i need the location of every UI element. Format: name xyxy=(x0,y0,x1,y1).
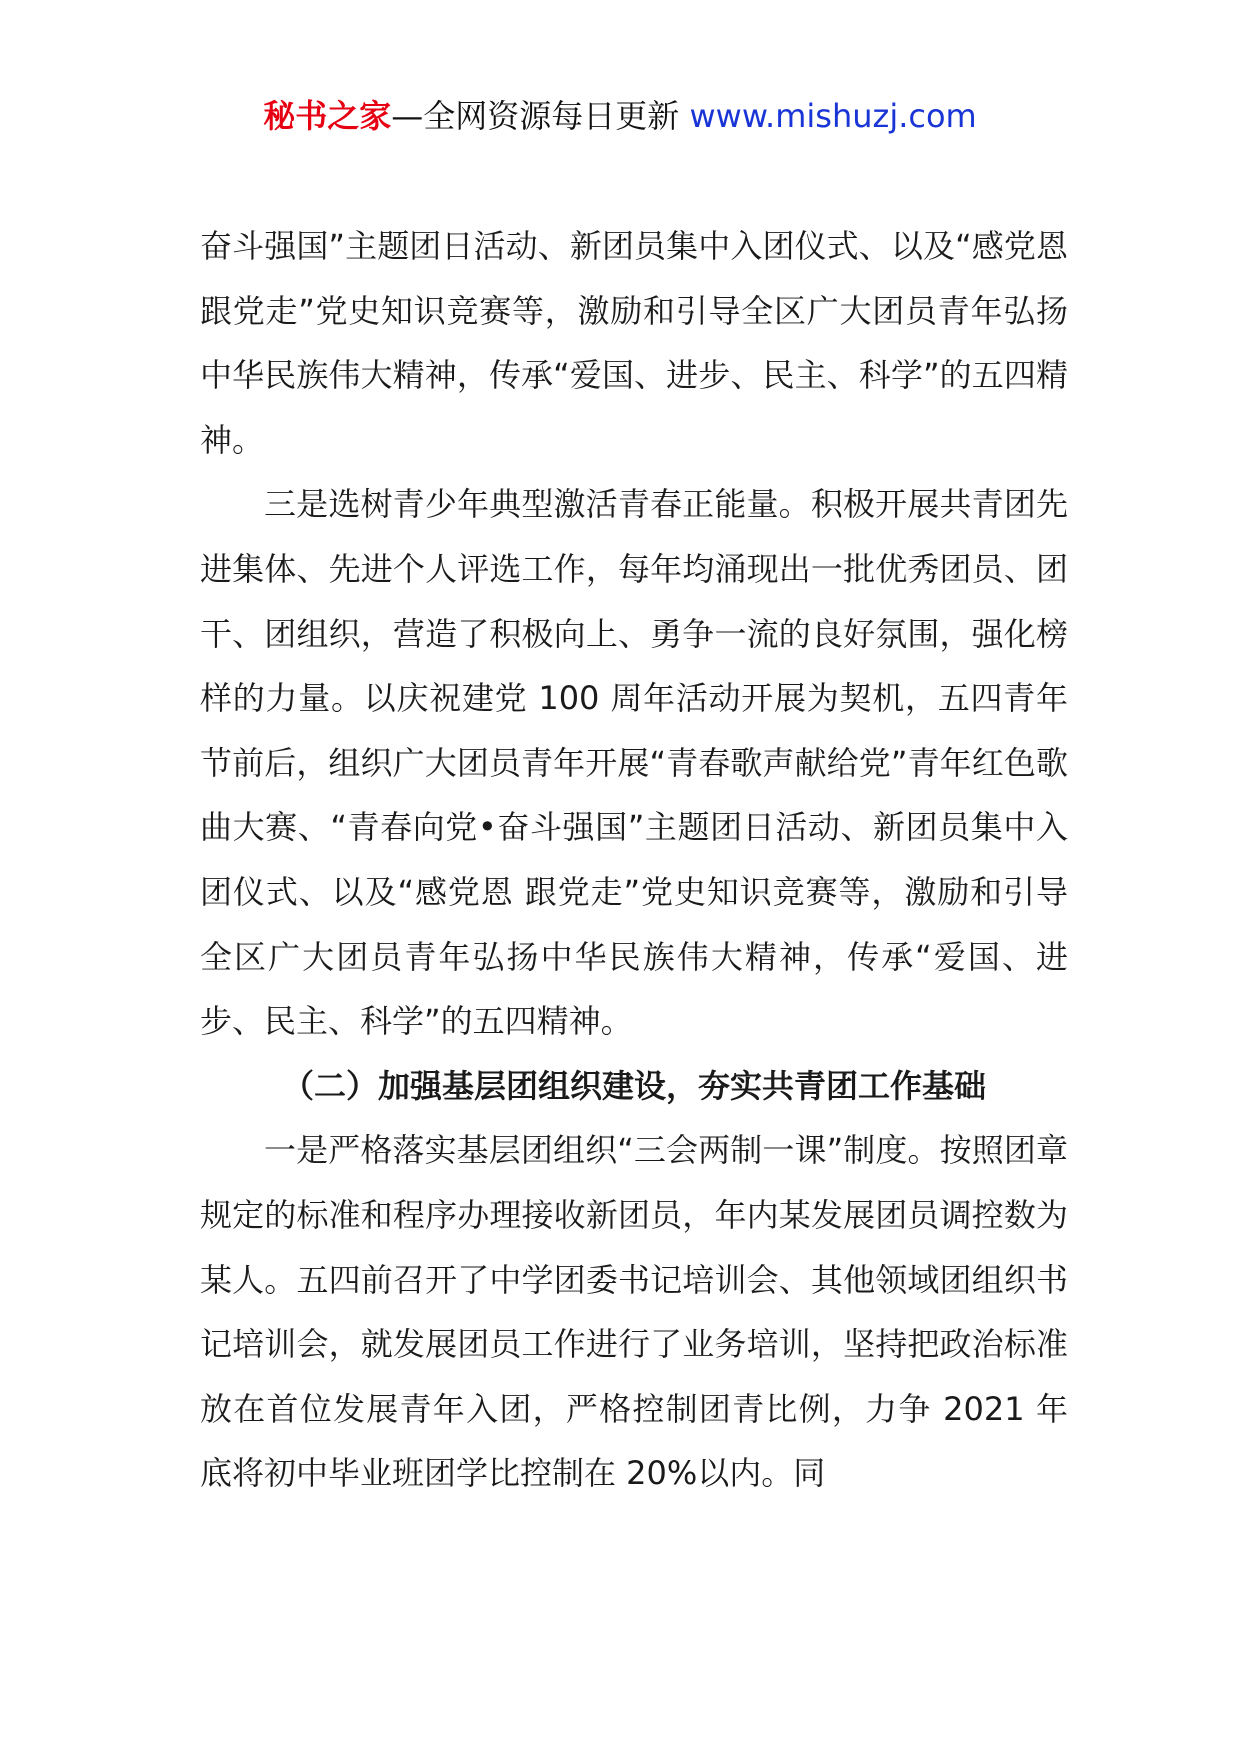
site-url-link[interactable]: www.mishuzj.com xyxy=(689,97,977,135)
section-heading: （二）加强基层团组织建设，夯实共青团工作基础 xyxy=(281,1066,986,1105)
paragraph-grassroots-system: 一是严格落实基层团组织“三会两制一课”制度。按照团章规定的标准和程序办理接收新团员，年内某发展团员调控数为某人。五四前召开了中学团委书记培训会、其他领域团组织书记培训会，就发展团员工作进行了业务培训，坚持把政治标准放在首位发展青年入团，严格控制团青比例，力争 2021 年底将初中毕业班团学比控制在 20%以内。同 xyxy=(200,1131,1068,1493)
brand-name: 秘书之家 xyxy=(263,97,392,135)
paragraph-continuation: 奋斗强国”主题团日活动、新团员集中入团仪式、以及“感党恩 跟党走”党史知识竞赛等，激励和引导全区广大团员青年弘扬中华民族伟大精神，传承“爱国、进步、民主、科学”的五四精神。 xyxy=(200,227,1068,459)
header-slogan: —全网资源每日更新 xyxy=(391,97,690,135)
document-body xyxy=(200,214,1068,1506)
paragraph-youth-role-models: 三是选树青少年典型激活青春正能量。积极开展共青团先进集体、先进个人评选工作，每年均涌现出一批优秀团员、团干、团组织，营造了积极向上、勇争一流的良好氛围，强化榜样的力量。以庆祝建党 100 周年活动开展为契机，五四青年节前后，组织广大团员青年开展“青春歌声献给党”青年红色歌曲大赛、“青春向党•奋斗强国”主题团日活动、新团员集中入团仪式、以及“感党恩 跟党走”党史知识竞赛等，激励和引导全区广大团员青年弘扬中华民族伟大精神，传承“爱国、进步、民主、科学”的五四精神。 xyxy=(200,485,1068,1041)
site-header xyxy=(0,96,1240,136)
